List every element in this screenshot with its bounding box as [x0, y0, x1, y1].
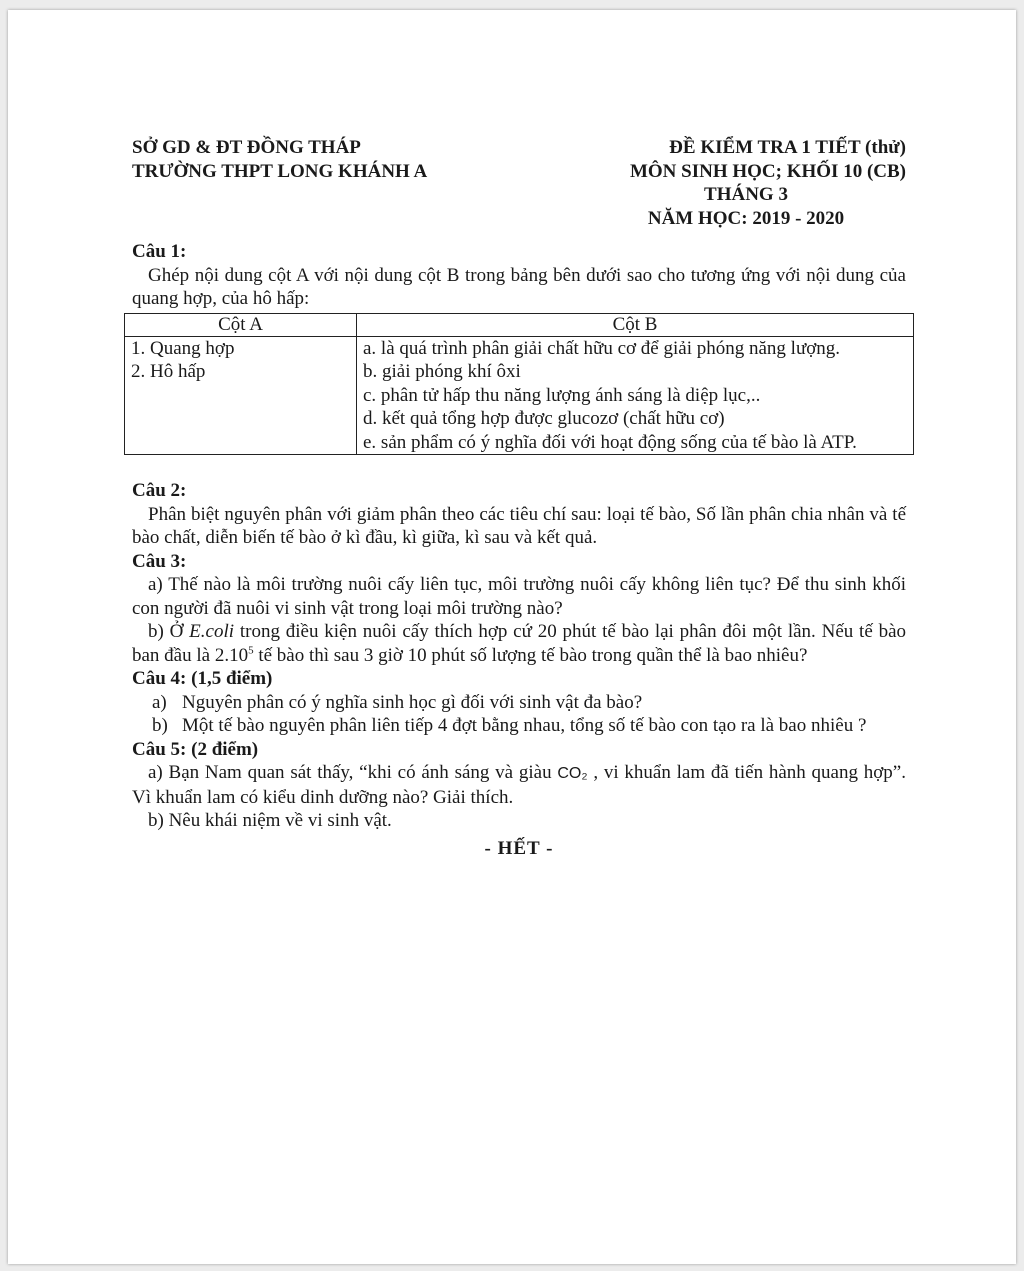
exam-month: THÁNG 3 — [704, 184, 788, 205]
column-a-cell — [125, 336, 357, 455]
list-text: Nguyên phân có ý nghĩa sinh học gì đối với sinh vật đa bào? — [182, 691, 643, 713]
question-4-title: Câu 4: (1,5 điểm) — [132, 668, 273, 689]
question-3-part-a: a) Thế nào là môi trường nuôi cấy liên tục, môi trường nuôi cấy không liên tục? Để thu sinh khối con người đã nuôi vi sinh vật trong loại môi trường nào? — [132, 574, 906, 619]
school-year: NĂM HỌC: 2019 - 2020 — [647, 207, 845, 229]
column-b-item: d. kết quả tổng hợp được glucozơ (chất hữu cơ) — [363, 408, 725, 429]
column-b-item: b. giải phóng khí ôxi — [363, 361, 521, 382]
column-a-item: 2. Hô hấp — [131, 361, 206, 382]
subject-grade: MÔN SINH HỌC; KHỐI 10 (CB) — [629, 160, 906, 182]
list-marker: b) — [152, 715, 168, 736]
column-a-item: 1. Quang hợp — [131, 337, 235, 359]
exam-title: ĐỀ KIỂM TRA 1 TIẾT (thử) — [669, 137, 906, 158]
matching-table — [124, 313, 914, 456]
column-a-header: Cột A — [125, 313, 357, 336]
ecoli-name: E.coli — [189, 621, 235, 642]
question-4-part-a — [152, 691, 906, 715]
question-3-title: Câu 3: — [132, 550, 187, 572]
exam-content — [124, 136, 914, 860]
exam-header — [124, 136, 914, 240]
school-info — [132, 136, 427, 183]
column-b-item: c. phân tử hấp thu năng lượng ánh sáng là diệp lục,.. — [363, 384, 761, 406]
question-4-part-b — [152, 714, 906, 738]
question-5-part-b: b) Nêu khái niệm về vi sinh vật. — [148, 810, 392, 831]
question-5-title: Câu 5: (2 điểm) — [132, 738, 259, 760]
question-1-text: Ghép nội dung cột A với nội dung cột B trong bảng bên dưới sao cho tương ứng với nội dung của quang hợp, của hô hấp: — [132, 264, 906, 309]
end-marker: - HẾT - — [484, 837, 554, 859]
school-name: TRƯỜNG THPT LONG KHÁNH A — [132, 160, 428, 182]
list-marker: a) — [152, 691, 167, 713]
column-b-header: Cột B — [357, 313, 914, 336]
question-5-part-a: a) Bạn Nam quan sát thấy, “khi có ánh sáng và giàu CO₂ , vi khuẩn lam đã tiến hành quang hợp”. Vì khuẩn lam có kiểu dinh dưỡng nào? Giải thích. — [132, 762, 906, 808]
column-b-item: e. sản phẩm có ý nghĩa đối với hoạt động sống của tế bào là ATP. — [363, 431, 857, 453]
question-2-title: Câu 2: — [132, 480, 187, 501]
column-b-item: a. là quá trình phân giải chất hữu cơ để giải phóng năng lượng. — [363, 337, 841, 359]
list-text: Một tế bào nguyên phân liên tiếp 4 đợt bằng nhau, tổng số tế bào con tạo ra là bao nhiêu ? — [182, 715, 867, 736]
document-page — [8, 10, 1016, 1264]
co2-formula: CO₂ — [557, 765, 588, 782]
column-b-cell — [357, 336, 914, 455]
department-name: SỞ GD & ĐT ĐỒNG THÁP — [132, 137, 361, 158]
exam-info — [586, 136, 906, 230]
question-2-text: Phân biệt nguyên phân với giảm phân theo các tiêu chí sau: loại tế bào, Số lần phân chia nhân và tế bào chất, diễn biến tế bào ở kì đầu, kì giữa, kì sau và kết quả. — [132, 503, 906, 548]
question-1-title: Câu 1: — [132, 241, 187, 262]
question-3-part-b: b) Ở E.coli trong điều kiện nuôi cấy thích hợp cứ 20 phút tế bào lại phân đôi một lần. Nếu tế bào ban đầu là 2.10$^5$ tế bào thì sau 3 giờ 10 phút số lượng tế bào trong quần thể là bao nhiêu? — [132, 621, 906, 666]
exponent: 5 — [248, 644, 254, 657]
